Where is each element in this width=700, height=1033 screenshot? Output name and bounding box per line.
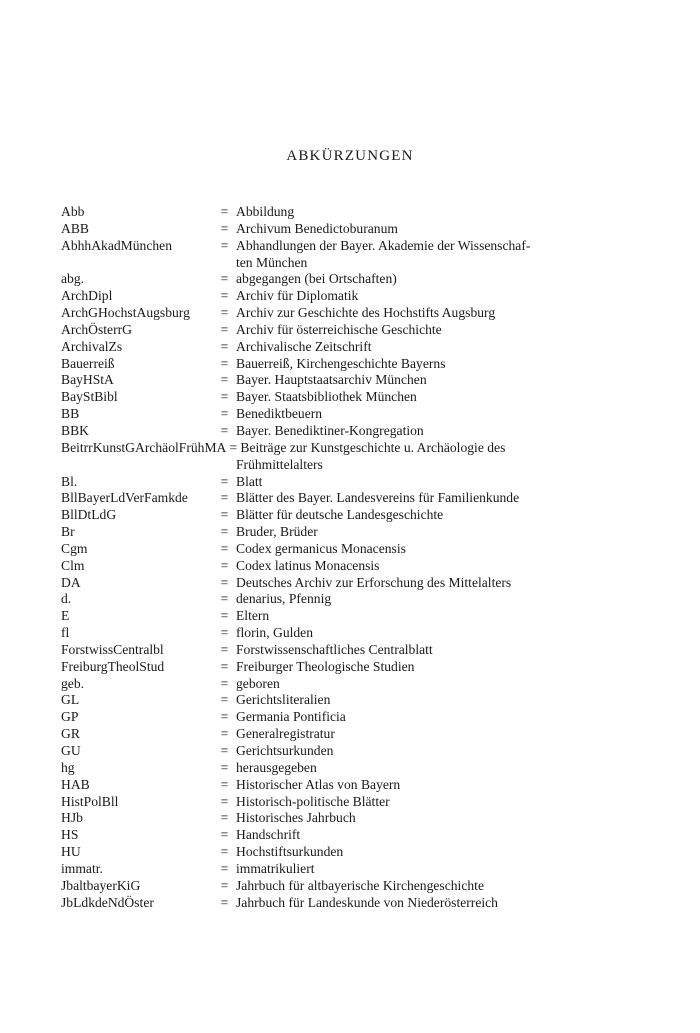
equals-sign: = [220, 490, 229, 506]
abbreviation-definition: herausgegeben [236, 759, 317, 775]
abbreviation-term: HU [61, 844, 81, 860]
abbreviation-term: ArchivalZs [61, 338, 123, 354]
abbreviation-row [61, 440, 581, 457]
abbreviation-definition: Archivum Benedictoburanum [236, 220, 398, 236]
abbreviation-definition: Blätter für deutsche Landesgeschichte [236, 507, 444, 523]
abbreviation-row [61, 524, 581, 541]
equals-sign: = [220, 625, 229, 641]
abbreviation-term: ForstwissCentralbl [61, 641, 164, 657]
equals-sign: = [220, 844, 229, 860]
abbreviation-definition: abgegangen (bei Ortschaften) [236, 271, 397, 287]
abbreviation-row [61, 760, 581, 777]
equals-sign: = [220, 406, 229, 422]
abbreviation-row [61, 676, 581, 693]
abbreviation-row [61, 591, 581, 608]
abbreviation-definition: Forstwissenschaftliches Centralblatt [236, 641, 433, 657]
equals-sign: = [220, 776, 229, 792]
equals-sign: = [220, 827, 229, 843]
abbreviation-term: BeitrrKunstGArchäolFrühMA [61, 439, 227, 455]
abbreviation-term: E [61, 608, 70, 624]
abbreviation-row [61, 507, 581, 524]
abbreviation-row [61, 490, 581, 507]
abbreviation-row [61, 794, 581, 811]
abbreviation-definition: Archiv für Diplomatik [236, 288, 359, 304]
equals-sign: = [220, 675, 229, 691]
abbreviation-row [61, 204, 581, 221]
abbreviation-term: BayStBibl [61, 389, 118, 405]
abbreviation-row [61, 322, 581, 339]
abbreviation-definition: Bayer. Benediktiner-Kongregation [236, 422, 424, 438]
abbreviation-row [61, 221, 581, 238]
equals-sign: = [220, 608, 229, 624]
abbreviation-term: Cgm [61, 540, 88, 556]
abbreviation-list [61, 204, 581, 911]
equals-sign: = [220, 759, 229, 775]
abbreviation-definition: Bruder, Brüder [236, 524, 318, 540]
equals-sign: = [220, 473, 229, 489]
abbreviation-row [61, 827, 581, 844]
abbreviation-term: immatr. [61, 860, 103, 876]
abbreviation-definition: Blatt [236, 473, 263, 489]
abbreviation-term: JbLdkdeNdÖster [61, 894, 154, 910]
abbreviation-term: HAB [61, 776, 90, 792]
abbreviation-definition: Archivalische Zeitschrift [236, 338, 372, 354]
abbreviation-term: GL [61, 692, 80, 708]
abbreviation-definition: Benediktbeuern [236, 406, 323, 422]
definition-continuation: ten München [236, 254, 308, 270]
equals-sign: = [220, 288, 229, 304]
abbreviation-definition: Germania Pontificia [236, 709, 346, 725]
abbreviation-row [61, 474, 581, 491]
abbreviation-term: ArchGHochstAugsburg [61, 305, 190, 321]
abbreviation-row [61, 288, 581, 305]
abbreviation-row [61, 271, 581, 288]
abbreviation-row [61, 389, 581, 406]
abbreviation-term: FreiburgTheolStud [61, 658, 165, 674]
abbreviation-row [61, 238, 581, 255]
abbreviation-definition: Freiburger Theologische Studien [236, 658, 415, 674]
abbreviation-row [61, 878, 581, 895]
equals-sign: = [220, 237, 229, 253]
abbreviation-row [61, 844, 581, 861]
abbreviation-definition: Codex latinus Monacensis [236, 557, 380, 573]
abbreviation-row [61, 372, 581, 389]
abbreviation-definition: Eltern [236, 608, 270, 624]
abbreviation-term: HS [61, 827, 79, 843]
equals-sign: = [229, 439, 238, 455]
abbreviation-definition: geboren [236, 675, 280, 691]
equals-sign: = [220, 709, 229, 725]
abbreviation-term: HJb [61, 810, 83, 826]
equals-sign: = [220, 204, 229, 219]
abbreviation-definition: Codex germanicus Monacensis [236, 540, 406, 556]
abbreviation-term: BayHStA [61, 372, 114, 388]
equals-sign: = [220, 524, 229, 540]
abbreviation-term: Bl. [61, 473, 78, 489]
abbreviation-definition: Jahrbuch für Landeskunde von Niederösterreich [236, 894, 498, 910]
equals-sign: = [220, 271, 229, 287]
definition-continuation: Frühmittelalters [236, 456, 323, 472]
abbreviation-row [61, 406, 581, 423]
abbreviation-definition: Abhandlungen der Bayer. Akademie der Wissenschaf- [236, 237, 531, 253]
abbreviation-term: Abb [61, 204, 85, 219]
page-title: ABKÜRZUNGEN [286, 148, 414, 164]
abbreviation-definition: Bayer. Staatsbibliothek München [236, 389, 417, 405]
abbreviation-term: geb. [61, 675, 85, 691]
abbreviation-term: fl [61, 625, 70, 641]
abbreviation-definition: Hochstiftsurkunden [236, 844, 344, 860]
abbreviation-definition: Gerichtsliteralien [236, 692, 331, 708]
abbreviation-row [61, 575, 581, 592]
equals-sign: = [220, 877, 229, 893]
equals-sign: = [220, 338, 229, 354]
abbreviation-term: d. [61, 591, 72, 607]
abbreviation-row [61, 659, 581, 676]
equals-sign: = [220, 372, 229, 388]
abbreviation-term: Clm [61, 557, 85, 573]
abbreviation-definition: Historisches Jahrbuch [236, 810, 356, 826]
abbreviation-definition: immatrikuliert [236, 860, 315, 876]
equals-sign: = [220, 692, 229, 708]
abbreviation-term: ABB [61, 220, 89, 236]
abbreviation-definition: Bayer. Hauptstaatsarchiv München [236, 372, 427, 388]
abbreviation-definition: Generalregistratur [236, 726, 335, 742]
abbreviation-row [61, 692, 581, 709]
abbreviation-definition: Abbildung [236, 204, 295, 219]
abbreviation-term: Br [61, 524, 75, 540]
equals-sign: = [220, 641, 229, 657]
abbreviation-term: BllDtLdG [61, 507, 117, 523]
abbreviation-term: GP [61, 709, 79, 725]
abbreviation-term: ArchÖsterrG [61, 321, 132, 337]
abbreviation-row [61, 541, 581, 558]
abbreviation-term: GR [61, 726, 80, 742]
abbreviation-term: hg [61, 759, 75, 775]
equals-sign: = [220, 422, 229, 438]
equals-sign: = [220, 557, 229, 573]
abbreviation-row [61, 558, 581, 575]
equals-sign: = [220, 389, 229, 405]
equals-sign: = [220, 540, 229, 556]
abbreviation-term: Bauerreiß [61, 355, 115, 371]
abbreviation-term: abg. [61, 271, 85, 287]
equals-sign: = [220, 591, 229, 607]
abbreviation-row [61, 861, 581, 878]
abbreviation-definition: Archiv für österreichische Geschichte [236, 321, 442, 337]
abbreviation-term: BllBayerLdVerFamkde [61, 490, 188, 506]
abbreviation-term: ArchDipl [61, 288, 113, 304]
abbreviation-definition: Beiträge zur Kunstgeschichte u. Archäologie des [240, 439, 506, 455]
abbreviation-definition: Handschrift [236, 827, 301, 843]
equals-sign: = [220, 793, 229, 809]
abbreviation-row [61, 642, 581, 659]
equals-sign: = [220, 658, 229, 674]
abbreviation-term: DA [61, 574, 81, 590]
abbreviation-row [61, 423, 581, 440]
abbreviation-definition: Archiv zur Geschichte des Hochstifts Augsburg [236, 305, 496, 321]
abbreviation-definition: Deutsches Archiv zur Erforschung des Mittelalters [236, 574, 512, 590]
abbreviation-term: HistPolBll [61, 793, 119, 809]
equals-sign: = [220, 321, 229, 337]
abbreviation-definition: Historisch-politische Blätter [236, 793, 390, 809]
abbreviation-row [61, 339, 581, 356]
equals-sign: = [220, 860, 229, 876]
abbreviation-row [61, 895, 581, 912]
equals-sign: = [220, 726, 229, 742]
abbreviation-definition: Bauerreiß, Kirchengeschichte Bayerns [236, 355, 446, 371]
abbreviation-row [61, 356, 581, 373]
equals-sign: = [220, 507, 229, 523]
abbreviation-row [61, 709, 581, 726]
abbreviation-row [61, 608, 581, 625]
abbreviation-definition: Jahrbuch für altbayerische Kirchengeschichte [236, 877, 484, 893]
abbreviation-term: JbaltbayerKiG [61, 877, 141, 893]
equals-sign: = [220, 305, 229, 321]
equals-sign: = [220, 574, 229, 590]
abbreviation-row [61, 625, 581, 642]
abbreviation-row [61, 777, 581, 794]
abbreviation-row [61, 810, 581, 827]
equals-sign: = [220, 743, 229, 758]
abbreviation-definition: Historischer Atlas von Bayern [236, 776, 401, 792]
abbreviation-definition: florin, Gulden [236, 625, 314, 641]
abbreviation-term: BBK [61, 422, 89, 438]
abbreviation-row [61, 305, 581, 322]
abbreviation-definition: Blätter des Bayer. Landesvereins für Familienkunde [236, 490, 520, 506]
equals-sign: = [220, 894, 229, 910]
abbreviation-definition: Gerichtsurkunden [236, 743, 334, 758]
abbreviation-row [61, 743, 581, 760]
abbreviation-row [61, 726, 581, 743]
abbreviation-term: BB [61, 406, 80, 422]
equals-sign: = [220, 220, 229, 236]
equals-sign: = [220, 810, 229, 826]
abbreviation-term: GU [61, 743, 81, 758]
equals-sign: = [220, 355, 229, 371]
abbreviation-term: AbhhAkadMünchen [61, 237, 172, 253]
abbreviation-definition: denarius, Pfennig [236, 591, 332, 607]
